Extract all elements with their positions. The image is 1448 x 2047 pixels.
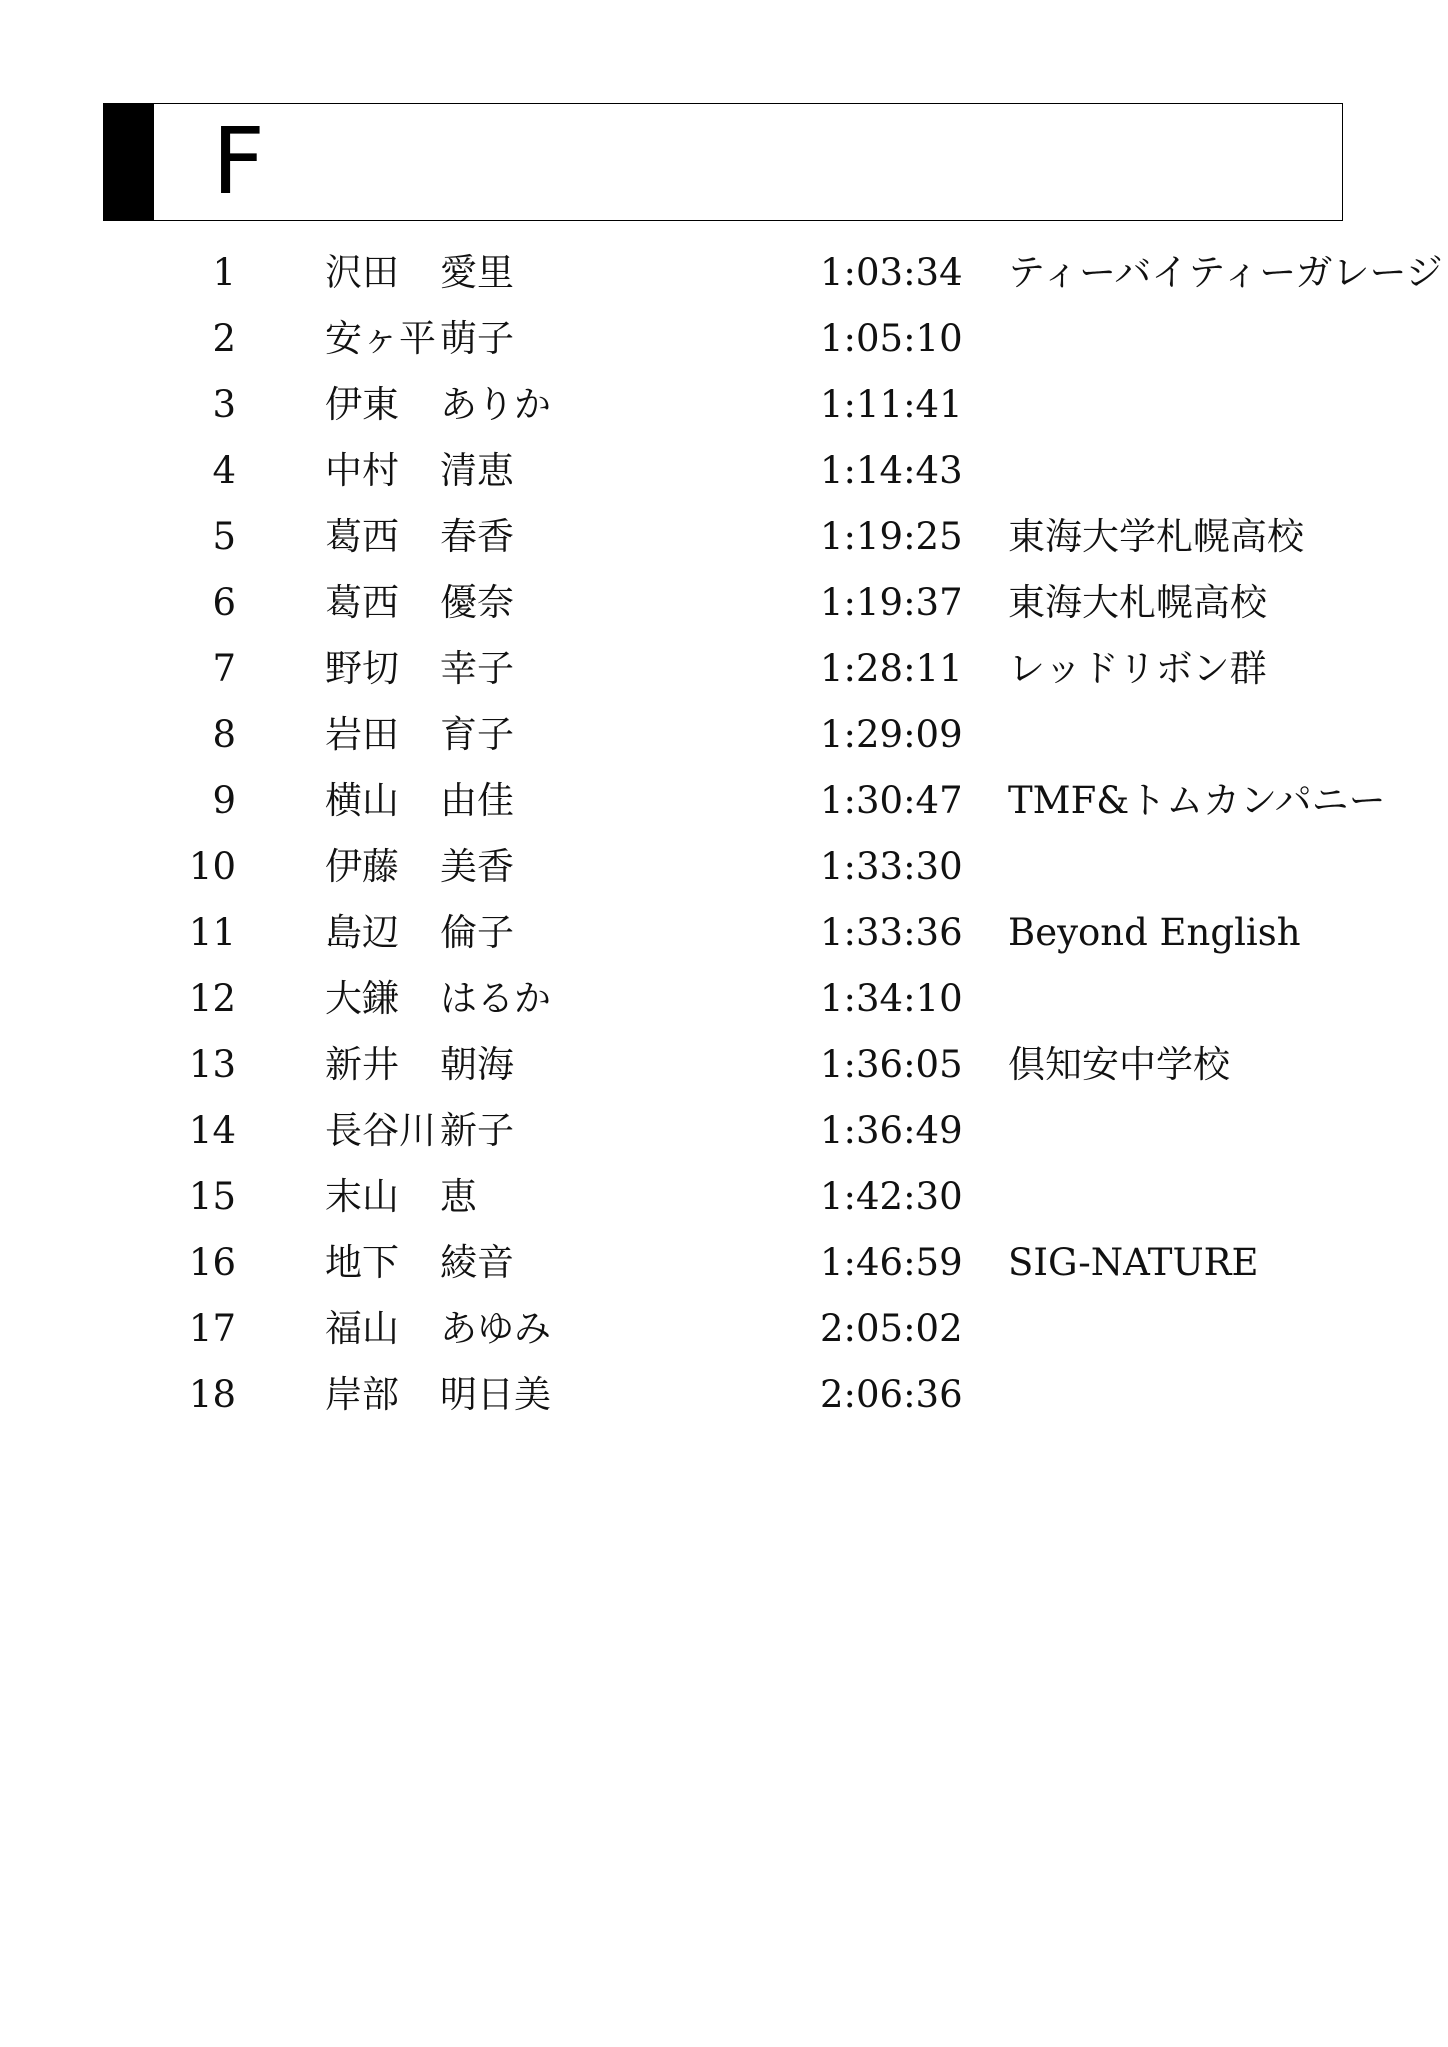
team-cell: レッドリボン群 (1008, 647, 1267, 690)
rank-cell: 3 (212, 383, 236, 426)
result-row (0, 1296, 1448, 1362)
last-name-cell: 島辺 (325, 911, 399, 954)
first-name-cell: 倫子 (440, 911, 514, 954)
first-name-cell: 春香 (440, 515, 514, 558)
finish-time-cell: 1:36:05 (820, 1043, 963, 1086)
last-name-cell: 葛西 (325, 515, 399, 558)
result-row (0, 372, 1448, 438)
last-name-cell: 野切 (325, 647, 399, 690)
first-name-cell: 美香 (440, 845, 514, 888)
team-cell: Beyond English (1008, 911, 1301, 954)
result-row (0, 438, 1448, 504)
finish-time-cell: 1:33:36 (820, 911, 963, 954)
finish-time-cell: 2:05:02 (820, 1307, 963, 1350)
first-name-cell: 由佳 (440, 779, 514, 822)
result-row (0, 1230, 1448, 1296)
finish-time-cell: 1:28:11 (820, 647, 963, 690)
last-name-cell: 岩田 (325, 713, 399, 756)
result-row (0, 1164, 1448, 1230)
result-row (0, 702, 1448, 768)
finish-time-cell: 1:30:47 (820, 779, 963, 822)
rank-cell: 14 (188, 1109, 236, 1152)
rank-cell: 7 (212, 647, 236, 690)
category-title: F (212, 108, 265, 215)
result-row (0, 1098, 1448, 1164)
rank-cell: 10 (188, 845, 236, 888)
last-name-cell: 横山 (325, 779, 399, 822)
last-name-cell: 安ヶ平 (325, 317, 436, 360)
team-cell: SIG-NATURE (1008, 1241, 1259, 1284)
last-name-cell: 沢田 (325, 251, 399, 294)
team-cell: 倶知安中学校 (1008, 1043, 1230, 1086)
rank-cell: 4 (212, 449, 236, 492)
result-row (0, 306, 1448, 372)
rank-cell: 9 (212, 779, 236, 822)
first-name-cell: あゆみ (440, 1307, 551, 1350)
result-row (0, 834, 1448, 900)
rank-cell: 12 (188, 977, 236, 1020)
last-name-cell: 新井 (325, 1043, 399, 1086)
finish-time-cell: 2:06:36 (820, 1373, 963, 1416)
first-name-cell: ありか (440, 383, 551, 426)
last-name-cell: 長谷川 (325, 1109, 436, 1152)
first-name-cell: 育子 (440, 713, 514, 756)
rank-cell: 6 (212, 581, 236, 624)
team-cell: 東海大学札幌高校 (1008, 515, 1304, 558)
last-name-cell: 福山 (325, 1307, 399, 1350)
finish-time-cell: 1:11:41 (820, 383, 963, 426)
result-row (0, 636, 1448, 702)
finish-time-cell: 1:42:30 (820, 1175, 963, 1218)
result-row (0, 1032, 1448, 1098)
finish-time-cell: 1:05:10 (820, 317, 963, 360)
rank-cell: 15 (188, 1175, 236, 1218)
rank-cell: 17 (188, 1307, 236, 1350)
rank-cell: 2 (212, 317, 236, 360)
last-name-cell: 中村 (325, 449, 399, 492)
result-row (0, 900, 1448, 966)
team-cell: TMF&トムカンパニー (1008, 779, 1386, 822)
finish-time-cell: 1:36:49 (820, 1109, 963, 1152)
finish-time-cell: 1:29:09 (820, 713, 963, 756)
finish-time-cell: 1:19:25 (820, 515, 963, 558)
first-name-cell: 萌子 (440, 317, 514, 360)
last-name-cell: 伊藤 (325, 845, 399, 888)
finish-time-cell: 1:33:30 (820, 845, 963, 888)
first-name-cell: 幸子 (440, 647, 514, 690)
first-name-cell: 恵 (440, 1175, 477, 1218)
finish-time-cell: 1:34:10 (820, 977, 963, 1020)
result-row (0, 768, 1448, 834)
result-row (0, 1362, 1448, 1428)
first-name-cell: 新子 (440, 1109, 514, 1152)
header-accent-bar (104, 104, 154, 220)
finish-time-cell: 1:19:37 (820, 581, 963, 624)
rank-cell: 18 (188, 1373, 236, 1416)
result-row (0, 504, 1448, 570)
result-row (0, 570, 1448, 636)
rank-cell: 1 (212, 251, 236, 294)
last-name-cell: 大鎌 (325, 977, 399, 1020)
result-row (0, 966, 1448, 1032)
first-name-cell: 清恵 (440, 449, 514, 492)
last-name-cell: 伊東 (325, 383, 399, 426)
last-name-cell: 末山 (325, 1175, 399, 1218)
finish-time-cell: 1:46:59 (820, 1241, 963, 1284)
first-name-cell: 朝海 (440, 1043, 514, 1086)
first-name-cell: 愛里 (440, 251, 514, 294)
finish-time-cell: 1:03:34 (820, 251, 963, 294)
first-name-cell: 優奈 (440, 581, 514, 624)
result-row (0, 240, 1448, 306)
team-cell: ティーバイティーガレージ (1008, 251, 1443, 294)
rank-cell: 13 (188, 1043, 236, 1086)
last-name-cell: 岸部 (325, 1373, 399, 1416)
last-name-cell: 葛西 (325, 581, 399, 624)
rank-cell: 11 (188, 911, 236, 954)
first-name-cell: はるか (440, 977, 551, 1020)
rank-cell: 5 (212, 515, 236, 558)
finish-time-cell: 1:14:43 (820, 449, 963, 492)
team-cell: 東海大札幌高校 (1008, 581, 1267, 624)
first-name-cell: 綾音 (440, 1241, 514, 1284)
category-header (103, 103, 1343, 221)
rank-cell: 8 (212, 713, 236, 756)
results-list (0, 240, 1448, 1428)
first-name-cell: 明日美 (440, 1373, 551, 1416)
last-name-cell: 地下 (325, 1241, 399, 1284)
rank-cell: 16 (188, 1241, 236, 1284)
